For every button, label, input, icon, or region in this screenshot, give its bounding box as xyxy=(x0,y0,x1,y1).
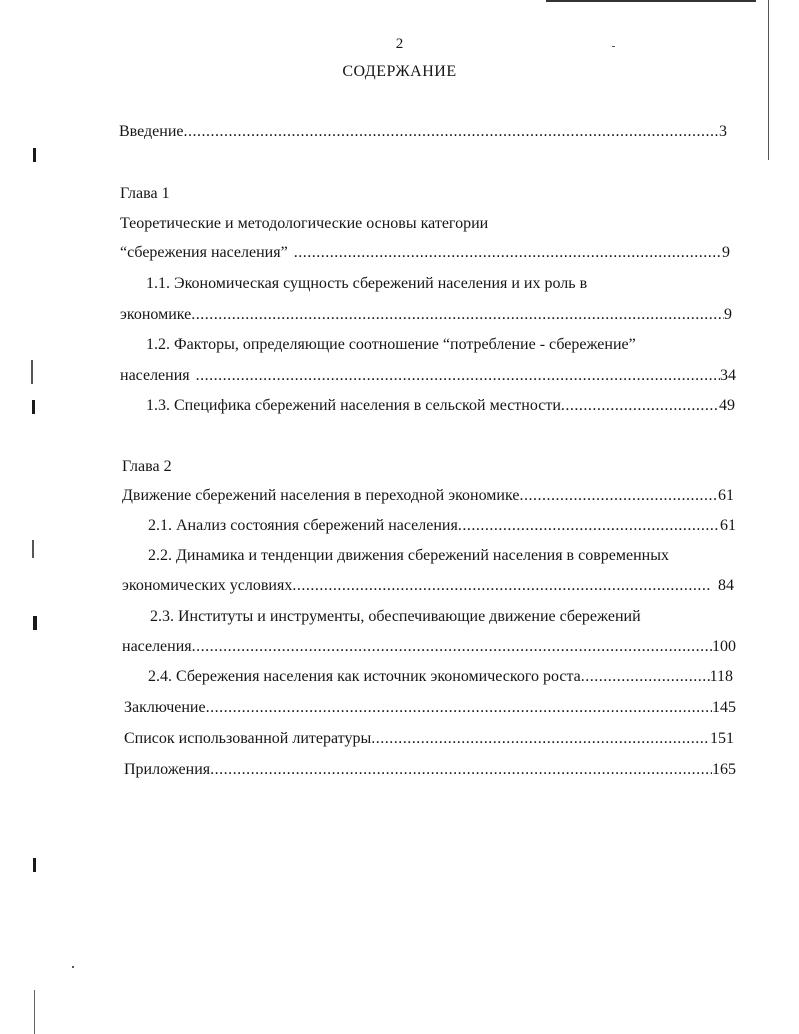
page-title: СОДЕРЖАНИЕ xyxy=(342,63,457,80)
toc-entry-page: 49 xyxy=(719,397,735,414)
toc-entry-page: 3 xyxy=(719,123,727,140)
toc-entry-1-3[interactable] xyxy=(146,396,735,416)
scan-edge-top xyxy=(546,0,756,2)
toc-entry-label: Приложения xyxy=(124,761,211,778)
toc-entry-2-3-line2[interactable] xyxy=(122,637,736,657)
chapter-1-heading: Глава 1 xyxy=(120,185,170,202)
scan-mark xyxy=(33,148,36,162)
toc-leader-dots xyxy=(371,729,710,749)
toc-entry-page: 165 xyxy=(712,761,736,778)
toc-entry-page: 84 xyxy=(718,577,734,594)
toc-leader-dots xyxy=(184,122,720,142)
chapter-2-heading: Глава 2 xyxy=(122,458,172,475)
toc-leader-dots xyxy=(561,396,719,416)
scan-speck xyxy=(72,966,74,968)
toc-entry-references[interactable] xyxy=(124,729,734,749)
toc-entry-conclusion[interactable] xyxy=(124,698,736,718)
toc-entry-2-2-line2[interactable] xyxy=(122,576,734,596)
toc-entry-page: 145 xyxy=(712,699,736,716)
chapter-1-title-line2[interactable] xyxy=(120,243,730,263)
scan-mark xyxy=(31,360,33,384)
toc-entry-label: экономических условиях xyxy=(122,577,293,594)
toc-entry-label: экономике xyxy=(120,306,192,323)
toc-leader-dots xyxy=(210,760,712,780)
toc-leader-dots xyxy=(458,516,720,536)
toc-entry-2-1[interactable] xyxy=(148,516,736,536)
toc-entry-label: Движение сбережений населения в переходной экономике xyxy=(122,487,520,504)
toc-entry-page: 34 xyxy=(720,367,736,384)
toc-entry-appendices[interactable] xyxy=(124,760,736,780)
toc-leader-dots xyxy=(581,667,710,687)
toc-entry-label: “сбережения населения” xyxy=(120,244,288,261)
toc-leader-dots xyxy=(192,637,712,657)
toc-entry-page: 151 xyxy=(710,730,734,747)
toc-entry-page: 9 xyxy=(724,306,732,323)
toc-entry-1-2-line1[interactable]: 1.2. Факторы, определяющие соотношение “потребление - сбережение” xyxy=(146,336,636,353)
toc-entry-page: 61 xyxy=(718,487,734,504)
chapter-1-title-line1[interactable]: Теоретические и методологические основы категории xyxy=(120,215,489,232)
scan-mark xyxy=(33,858,36,872)
toc-leader-dots xyxy=(519,486,718,506)
toc-entry-1-1-line2[interactable] xyxy=(120,305,732,325)
toc-entry-intro[interactable] xyxy=(119,122,727,142)
toc-entry-label: 1.3. Специфика сбережений населения в сельской местности xyxy=(146,397,561,414)
toc-entry-1-1-line1[interactable]: 1.1. Экономическая сущность сбережений населения и их роль в xyxy=(146,275,588,292)
toc-entry-page: 118 xyxy=(709,668,733,685)
toc-entry-label: 2.4. Сбережения населения как источник экономического роста xyxy=(148,668,581,685)
toc-entry-label: населения xyxy=(120,367,190,384)
toc-leader-dots xyxy=(191,305,724,325)
toc-entry-label: Заключение xyxy=(124,699,206,716)
scan-mark xyxy=(33,616,37,630)
chapter-2-title[interactable] xyxy=(122,486,734,506)
toc-leader-dots xyxy=(206,698,712,718)
toc-entry-2-3-line1[interactable]: 2.3. Институты и инструменты, обеспечивающие движение сбережений xyxy=(150,608,641,625)
toc-leader-dots xyxy=(294,243,722,263)
toc-leader-dots xyxy=(196,366,720,386)
toc-entry-page: 61 xyxy=(720,517,736,534)
toc-entry-label: 2.1. Анализ состояния сбережений населения xyxy=(148,517,458,534)
toc-entry-page: 100 xyxy=(712,638,736,655)
scan-mark xyxy=(32,540,34,558)
page-number: 2 xyxy=(395,36,404,52)
toc-entry-label: Список использованной литературы xyxy=(124,730,372,747)
toc-entry-page: 9 xyxy=(722,244,730,261)
toc-entry-label: Введение xyxy=(119,123,184,140)
toc-entry-2-4[interactable] xyxy=(148,667,733,687)
scan-mark xyxy=(32,400,35,414)
toc-entry-2-2-line1[interactable]: 2.2. Динамика и тенденции движения сбережений населения в современных xyxy=(148,547,669,564)
scan-edge-left xyxy=(34,990,35,1034)
toc-leader-dots xyxy=(292,576,712,596)
toc-entry-1-2-line2[interactable] xyxy=(120,366,736,386)
toc-entry-label: населения xyxy=(122,638,192,655)
